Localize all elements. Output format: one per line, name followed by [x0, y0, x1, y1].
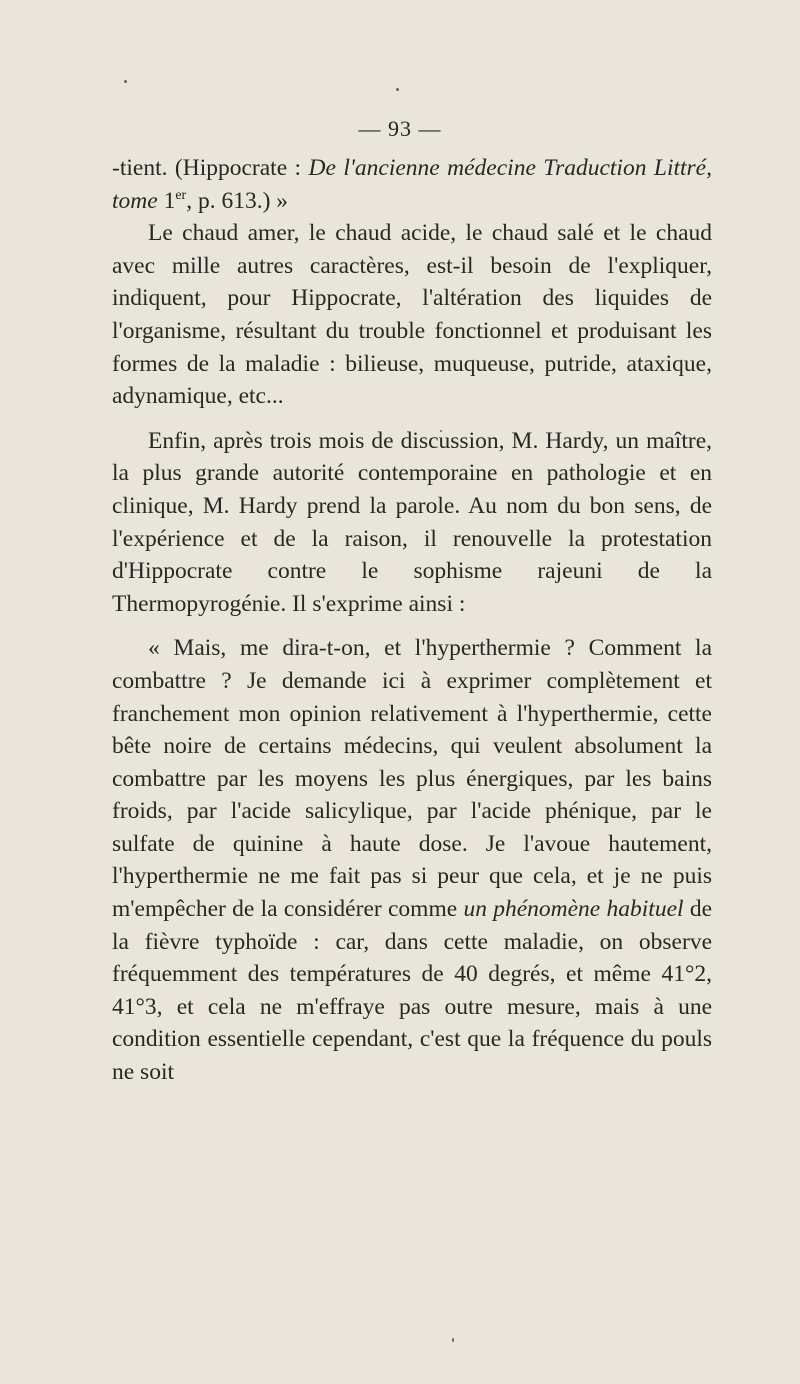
quote-text: « Mais, me dira-t-on, et l'hyperthermie ? Comment la combattre ? Je demande ici à exprimer complètement et franchement mon opinion relativement à l'hyperthermie, cette bête noire de certains médecins, qui veulent absolument la combattre par les moyens les plus énergiques, par les bains froids, par l'acide salicylique, par l'acide phénique, par le sulfate de quinine à haute dose. Je l'avoue hautement, l'hyperthermie ne me fait pas si peur que cela, et je ne puis m'empêcher de la considérer comme — [112, 635, 712, 923]
paragraph-chaud: Le chaud amer, le chaud acide, le chaud salé et le chaud avec mille autres caractères, est-il besoin de l'expliquer, indiquent, pour Hippocrate, l'altération des liquides de l'organisme, résultant du trouble fonctionnel et produisant les formes de la maladie : bilieuse, muqueuse, putride, ataxique, adynamique, etc... — [112, 220, 712, 410]
citation-text: -tient. (Hippocrate : — [112, 155, 309, 181]
paragraph-quote — [112, 632, 712, 1088]
paragraph-citation — [112, 152, 712, 217]
ink-speck — [452, 1338, 454, 1342]
citation-volume: 1 — [157, 187, 176, 214]
page-number: — 93 — — [358, 116, 442, 141]
quote-emphasis: un phénomène habituel — [463, 896, 684, 923]
ink-speck — [396, 88, 399, 91]
citation-superscript: er — [175, 187, 187, 203]
citation-page: , p. 613.) » — [186, 187, 289, 214]
body-text — [112, 152, 712, 1089]
quote-text-end: de la fièvre typhoïde : car, dans cette maladie, on observe fréquemment des températures de 40 degrés, et même 41°2, 41°3, et cela ne m'effraye pas outre mesure, mais à une condition essentielle cependant, c'est que la fréquence du pouls ne soit — [112, 896, 713, 1086]
citation-title: De l'ancienne médecine Traduction Littré, tome — [112, 155, 712, 214]
paragraph-hardy: Enfin, après trois mois de discussion, M. Hardy, un maître, la plus grande autorité contemporaine en pathologie et en clinique, M. Hardy prend la parole. Au nom du bon sens, de l'expérience et de la raison, il renouvelle la protestation d'Hippocrate contre le sophisme rajeuni de la Thermopyrogénie. Il s'exprime ainsi : — [112, 427, 712, 617]
ink-speck — [124, 80, 127, 83]
